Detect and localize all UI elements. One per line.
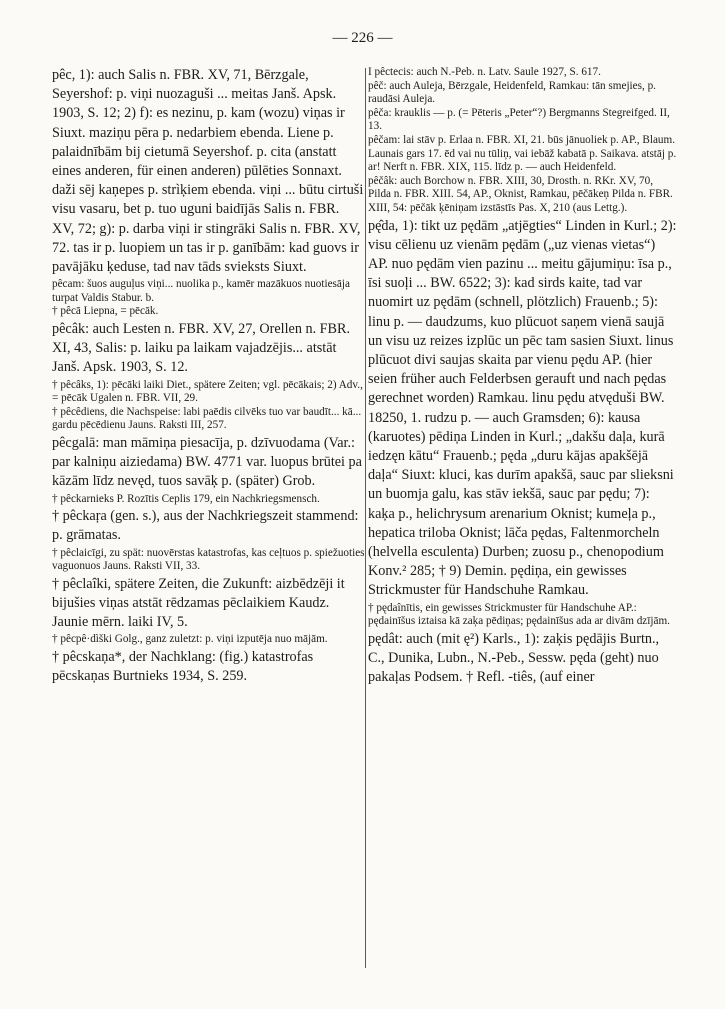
left-column <box>52 66 365 686</box>
dictionary-entry: † pêcā Liepna, = pēcāk. <box>52 305 159 318</box>
dictionary-entry: pêča: krauklis — p. (= Pēteris „Peter“?) Bergmanns Stegreifged. II, 13. <box>368 106 670 133</box>
dictionary-entry: † pêclaîki, spätere Zeiten, die Zukunft: aizbēdzēji it bijušies viņas atstāt rēdzamas pēclaikiem Kaudz. Jaunie mērn. laiki IV, 5. <box>52 575 345 631</box>
dictionary-entry: pêč: auch Auleja, Bērzgale, Heidenfeld, Ramkau: tān smejies, p. raudāsi Auleja. <box>368 79 656 106</box>
right-column <box>368 66 678 687</box>
dictionary-entry: pêcgalā: man māmiņa piesacīja, p. dzīvuodama (Var.: par kalniņu aiziedama) BW. 4771 var. luopus brūtei pa kāzām līdz nevęd, tuos savāķ p. (später) Grob. <box>52 435 362 490</box>
dictionary-entry: † pêcskaņa*, der Nachklang: (fig.) katastrofas pēcskaņas Burtnieks 1934, S. 259. <box>52 649 314 685</box>
dictionary-entry: pêčâk: auch Borchow n. FBR. XIII, 30, Drosth. n. RKr. XV, 70, Pilda n. FBR. XIII. 54, AP., Oknist, Ramkau, pēčākeņ Pilda n. FBR. XIII, 54: pēčāk ķēniņam izstāstīs Pas. X, 210 (aus Lettg.). <box>368 174 673 214</box>
dictionary-entry: pêcâk: auch Lesten n. FBR. XV, 27, Orellen n. FBR. XI, 43, Salis: p. laiku pa laikam vajadzējis... atstāt Janš. Apsk. 1903, S. 12. <box>52 321 351 376</box>
dictionary-entry: † pędaînītis, ein gewisses Strickmuster für Handschuhe AP.: pędainīšus iztaisa kā zaķa pēdiņas; pędainīšus ada ar divām dzījām. <box>368 601 670 628</box>
dictionary-entry: pędât: auch (mit ę²) Karls., 1): zaķis pędājis Burtn., C., Dunika, Lubn., N.-Peb., Sessw. pęda (geht) nuo pakaļas Podsem. † Refl. -tiês, (auf einer <box>368 630 660 686</box>
dictionary-entry: † pêcêdiens, die Nachspeise: labi paēdis cilvēks tuo var baudīt... kā... gardu pēcēdienu Jauns. Raksti III, 257. <box>52 405 362 432</box>
dictionary-entry: † pêcpê·dìški Golg., ganz zuletzt: p. viņi izputēja nuo mājām. <box>52 633 328 646</box>
dictionary-entry: † pêckaŗa (gen. s.), aus der Nachkriegszeit stammend: p. grāmatas. <box>52 508 359 544</box>
dictionary-entry: I pêctecis: auch N.-Peb. n. Latv. Saule 1927, S. 617. <box>368 66 601 78</box>
column-divider <box>365 68 366 968</box>
dictionary-entry: pêcam: šuos auguļus viņi... nuolika p., kamēr mazākuos nuotiesāja turpat Valdis Stabur. b. <box>52 278 350 304</box>
dictionary-entry: pêc, 1): auch Salis n. FBR. XV, 71, Bērzgale, Seyershof: p. viņi nuozaguši ... meitas Janš. Apsk. 1903, S. 12; 2) f): es nezinu, p. kam (wozu) viņas ir Siuxt. maziņu pēra p. nedarbiem ebenda. Liene p. palaidnībām bij cietumā Seyershof. p. cita (anstatt eines anderen, für einen anderen) pūlēties Sonnaxt. daži sēj kaņepes p. strìķiem ebenda. viņi ... būtu cirtuši visu vasaru, bet p. tuo uguni baidījās Salis n. FBR. XV, 72; g): p. darba viņi ir stingrāki Salis n. FBR. XV, 72. tas ir p. luopiem un tas ir p. ganībām: kad guovs ir pavājāku ķeduse, tad nav tāds svieksts Siuxt. <box>52 67 364 276</box>
dictionary-entry: † pêcâks, 1): pēcāki laiki Diet., spätere Zeiten; vgl. pēcākais; 2) Adv., = pēcāk Ugalen n. FBR. VII, 29. <box>52 378 363 405</box>
dictionary-entry: † pêclaicīgi, zu spät: nuovērstas katastrofas, kas ceļtuos p. spiežuoties vaguonuos Jauns. Raksti VII, 33. <box>52 546 365 573</box>
page-number: — 226 — <box>332 30 393 46</box>
dictionary-entry: † pêckarnieks P. Rozītis Ceplis 179, ein Nachkriegsmensch. <box>52 492 320 505</box>
dictionary-entry: pę̂da, 1): tikt uz pędām „atjēgties“ Linden in Kurl.; 2): visu cēlienu uz vienām pędām („uz vienas vietas“) AP. nuo pędām vien pazinu ... meitu gājumiņu: īsa p., īsi suoļi ... BW. 6522; 3): kad sirds kaite, tad var nuomirt uz pędām (schnell, plötzlich) Frauenb.; 5): linu p. — daudzums, kuo plūcuot saņem vienā saujā un visu uz reizes izplūc un pēc tam sasien Siuxt. linus plūcuot divi saujas skaita par vienu pędu AP. (hier seien früher auch Felderbsen gerauft und nach pędas gerechnet worden) Ramkau. linu pędu atvęduši BW. 18250, 1. rudzu p. — auch Gramsden; 6): kausa (karuotes) pēdiņa Linden in Kurl.; „dakšu daļa, kurā iedzęn kātu“ Frauenb.; pęda „duru kājas apakšējā daļa“ Siuxt: kluci, kas durīm apakšā, sauc par slieksni un buomja galu, kas stāv iekšā, sauc par pędu; 7): kaķa p., helichrysum arenarium Oknist; kumeļa p., hepatica triloba Oknist; lāča pędas, Faltenmorcheln (helvella esculenta) Durben; zuosu p., chenopodium Konv.² 285; † 9) Demin. pędiņa, ein gewisses Strickmuster für Handschuhe Ramkau. <box>368 217 677 599</box>
dictionary-entry: pêčam: lai stāv p. Erlaa n. FBR. XI, 21. būs jānuoliek p. AP., Blaum. Launais gars 17. ēd vai nu tūliņ, vai iebāž kabatā p. Saikava. atstāj p. ar! Nerft n. FBR. XIX, 115. līdz p. — auch Heidenfeld. <box>368 133 677 174</box>
